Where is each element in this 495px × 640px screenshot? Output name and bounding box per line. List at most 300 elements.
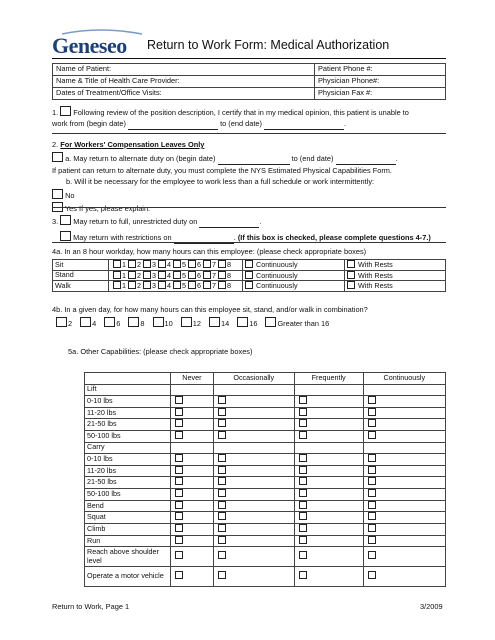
caps-cell [171,488,214,500]
combination-checkbox[interactable] [237,317,248,327]
hour-checkbox[interactable] [173,260,181,268]
divider [52,242,446,243]
caps-cell [213,500,294,512]
continuously-option [243,281,345,292]
caps-cell [213,465,294,477]
capability-checkbox[interactable] [299,454,307,462]
capability-checkbox[interactable] [299,571,307,579]
caps-cell [294,396,363,408]
caps-row [85,465,446,477]
continuously-label: Continuously [256,281,298,291]
section-1-number: 1. [52,108,59,117]
caps-row [85,454,446,466]
continuously-label: Continuously [256,260,298,269]
capability-checkbox[interactable] [218,396,226,404]
footer-date: 3/2009 [420,602,443,611]
caps-cell [363,396,445,408]
capability-checkbox[interactable] [368,551,376,559]
continuously-checkbox[interactable] [245,281,253,289]
capability-checkbox[interactable] [368,501,376,509]
no-checkbox[interactable] [52,189,63,199]
caps-row-label: Squat [85,512,171,524]
hour-label: 3 [152,260,156,269]
hour-label: 3 [152,270,156,280]
capability-checkbox[interactable] [299,501,307,509]
activity-label: Sit [53,260,109,271]
continuously-option [243,260,345,271]
with-rests-label: With Rests [358,260,393,269]
caps-cell [213,488,294,500]
hour-checkbox[interactable] [218,281,226,289]
combination-label: 4 [92,319,97,328]
hour-label: 8 [227,281,231,291]
divider [52,207,446,208]
hour-label: 8 [227,260,231,269]
caps-cell [213,512,294,524]
combination-checkbox[interactable] [153,317,164,327]
combination-option [181,319,201,328]
capability-checkbox[interactable] [175,419,183,427]
combination-option [128,319,144,328]
capability-checkbox[interactable] [175,489,183,497]
hour-label: 5 [182,281,186,291]
capability-checkbox[interactable] [368,419,376,427]
combination-option [153,319,173,328]
hour-label: 7 [212,270,216,280]
section-1-begin-label: work from (begin date) [52,118,126,128]
combination-checkbox[interactable] [265,317,276,327]
caps-row-label: 0-10 lbs [85,454,171,466]
caps-cell [171,407,214,419]
hour-label: 1 [122,281,126,291]
logo: Geneseo [52,33,127,58]
hour-label: 6 [197,270,201,280]
hour-checkbox[interactable] [173,271,181,279]
hour-checkbox[interactable] [203,281,211,289]
caps-cell [171,477,214,489]
caps-cell [213,547,294,567]
caps-row-label: Run [85,535,171,547]
caps-cell [294,384,363,396]
caps-row-label: 21-50 lbs [85,477,171,489]
section-3-number: 3. [52,217,59,226]
capability-checkbox[interactable] [175,396,183,404]
capability-checkbox[interactable] [218,501,226,509]
capability-checkbox[interactable] [175,466,183,474]
caps-cell [171,547,214,567]
capability-checkbox[interactable] [218,571,226,579]
alt-begin-date-field[interactable] [218,155,290,165]
hour-label: 2 [137,260,141,269]
combination-label: Greater than 16 [277,319,330,328]
hour-checkbox[interactable] [143,271,151,279]
info-label-left[interactable]: Dates of Treatment/Office Visits: [53,87,315,99]
caps-row-label: 11-20 lbs [85,465,171,477]
info-label-right[interactable]: Patient Phone #: [315,64,446,76]
capability-checkbox[interactable] [218,419,226,427]
full-duty-date-field[interactable] [199,218,259,228]
footer-page: Return to Work, Page 1 [52,602,130,611]
caps-cell [294,407,363,419]
alt-end-label: to (end date) [291,153,334,163]
section-1: 1. Following review of the position description, I certify that in my medical opinion, this patient is unable to work from (begin date) to (end date) . [52,108,409,128]
caps-row-label: 0-10 lbs [85,396,171,408]
hour-label: 6 [197,281,201,291]
caps-cell [294,465,363,477]
with-rests-checkbox[interactable] [347,281,355,289]
capability-checkbox[interactable] [175,536,183,544]
caps-cell [294,523,363,535]
info-label-left[interactable]: Name of Patient: [53,64,315,76]
capability-checkbox[interactable] [175,431,183,439]
with-rests-option [345,281,446,292]
hour-checkbox[interactable] [143,281,151,289]
capability-checkbox[interactable] [175,477,183,485]
continuously-checkbox[interactable] [245,271,253,279]
caps-row [85,430,446,442]
caps-cell [294,442,363,454]
combination-checkbox[interactable] [209,317,220,327]
caps-cell [213,523,294,535]
hour-label: 4 [167,281,171,291]
combination-label: 2 [68,319,73,328]
capability-checkbox[interactable] [368,489,376,497]
combination-label: 14 [220,319,230,328]
caps-cell [213,567,294,587]
capability-checkbox[interactable] [175,551,183,559]
combination-label: 8 [140,319,145,328]
caps-row-label: Climb [85,523,171,535]
capability-checkbox[interactable] [218,431,226,439]
capability-checkbox[interactable] [368,571,376,579]
full-duty-label: May return to full, unrestricted duty on [73,217,198,226]
capability-checkbox[interactable] [218,454,226,462]
caps-cell [363,523,445,535]
capability-checkbox[interactable] [368,536,376,544]
hour-checkbox[interactable] [218,260,226,268]
capability-checkbox[interactable] [299,466,307,474]
caps-cell [363,430,445,442]
caps-cell [363,488,445,500]
hour-label: 5 [182,260,186,269]
combination-label: 16 [249,319,258,328]
caps-row-label: Reach above shoulder level [85,547,171,567]
caps-row [85,512,446,524]
combination-checkbox[interactable] [128,317,139,327]
capability-checkbox[interactable] [218,512,226,520]
caps-cell [171,512,214,524]
capability-checkbox[interactable] [299,431,307,439]
capability-checkbox[interactable] [299,396,307,404]
hour-label: 1 [122,270,126,280]
caps-row [85,567,446,587]
caps-cell [213,396,294,408]
combination-option [56,319,72,328]
caps-cell [171,500,214,512]
hours-row [53,281,446,292]
caps-cell [171,523,214,535]
capability-checkbox[interactable] [175,524,183,532]
with-rests-option [345,270,446,281]
caps-corner [85,373,171,385]
caps-cell [213,454,294,466]
hours-table [52,259,446,292]
caps-row [85,396,446,408]
capability-checkbox[interactable] [218,489,226,497]
combination-options [56,317,337,329]
caps-cell [171,454,214,466]
caps-row [85,488,446,500]
hour-checkbox[interactable] [188,271,196,279]
caps-cell [363,407,445,419]
section-1-text: Following review of the position description, I certify that in my medical opinion, this patient is unable to [73,108,409,117]
alternate-duty-note: If patient can return to alternate duty, you must complete the NYS Estimated Physical Capabilities Form. [52,165,392,175]
hour-checkbox[interactable] [203,260,211,268]
caps-cell [363,419,445,431]
capability-checkbox[interactable] [218,551,226,559]
hour-label: 1 [122,260,126,269]
question-4b: 4b. In a given day, for how many hours can this employee sit, stand, and/or walk in combination? [52,305,368,314]
caps-row-label: 50-100 lbs [85,430,171,442]
caps-column-header: Frequently [294,373,363,385]
caps-cell [294,567,363,587]
hour-checkbox[interactable] [158,281,166,289]
capabilities-table [84,372,446,587]
activity-label: Walk [53,281,109,292]
hour-label: 6 [197,260,201,269]
hour-checkbox[interactable] [128,271,136,279]
caps-cell [171,442,214,454]
capability-checkbox[interactable] [299,419,307,427]
combination-checkbox[interactable] [181,317,192,327]
hour-checkbox[interactable] [188,281,196,289]
capability-checkbox[interactable] [368,431,376,439]
section-2-heading: For Workers' Compensation Leaves Only [60,140,205,149]
caps-cell [363,535,445,547]
caps-row [85,407,446,419]
section-1-end-label: to (end date) [220,118,262,128]
caps-row [85,535,446,547]
caps-cell [363,500,445,512]
capability-checkbox[interactable] [368,396,376,404]
combination-option [209,319,229,328]
caps-cell [294,500,363,512]
hour-label: 4 [167,270,171,280]
caps-cell [213,430,294,442]
capability-checkbox[interactable] [368,524,376,532]
hour-label: 7 [212,260,216,269]
schedule-question: b. Will it be necessary for the employee to work less than a full schedule or work intermittently: [66,176,375,186]
with-rests-option [345,260,446,271]
capability-checkbox[interactable] [218,536,226,544]
caps-cell [294,535,363,547]
caps-row [85,419,446,431]
hour-label: 7 [212,281,216,291]
caps-cell [171,535,214,547]
hour-checkbox[interactable] [143,260,151,268]
combination-checkbox[interactable] [56,317,67,327]
restrictions-label: May return with restrictions on [73,232,172,242]
hour-label: 2 [137,281,141,291]
with-rests-label: With Rests [358,270,393,280]
info-row [53,75,446,87]
info-label-right[interactable]: Physician Phone#: [315,75,446,87]
hour-checkbox[interactable] [113,281,121,289]
capability-checkbox[interactable] [175,501,183,509]
caps-row [85,523,446,535]
with-rests-checkbox[interactable] [347,271,355,279]
hour-checkbox[interactable] [158,271,166,279]
restrictions-checkbox[interactable] [60,231,71,241]
restrictions-note: (If this box is checked, please complete questions 4-7.) [237,232,431,242]
hour-checkbox[interactable] [128,281,136,289]
caps-cell [363,512,445,524]
caps-cell [363,567,445,587]
hours-row [53,270,446,281]
hour-checkbox[interactable] [113,260,121,268]
hours-options [109,270,243,281]
caps-row-label: Operate a motor vehicle [85,567,171,587]
caps-cell [294,512,363,524]
continuously-option [243,270,345,281]
hours-options [109,260,243,271]
hour-checkbox[interactable] [203,271,211,279]
capability-checkbox[interactable] [299,512,307,520]
hour-checkbox[interactable] [128,260,136,268]
capability-checkbox[interactable] [299,489,307,497]
caps-column-header: Continuously [363,373,445,385]
capability-checkbox[interactable] [299,408,307,416]
caps-cell [171,419,214,431]
capability-checkbox[interactable] [368,466,376,474]
section-2: 2. For Workers' Compensation Leaves Only a. May return to alternate duty on (begin date) to (end date) . If patient can return to alternate duty, you must complete the NYS Estimated Physical Capabilities Form. b. Will it be necessary for the employee to work less than a full schedule or work intermittently: No Yes If yes, please explain: [52,141,446,214]
hour-label: 8 [227,270,231,280]
caps-cell [171,396,214,408]
caps-cell [213,419,294,431]
capability-checkbox[interactable] [175,408,183,416]
info-label-right[interactable]: Physician Fax #: [315,87,446,99]
with-rests-label: With Rests [358,281,393,291]
capability-checkbox[interactable] [218,408,226,416]
caps-row [85,384,446,396]
hour-checkbox[interactable] [173,281,181,289]
capability-checkbox[interactable] [299,524,307,532]
capability-checkbox[interactable] [299,536,307,544]
capability-checkbox[interactable] [218,524,226,532]
hour-checkbox[interactable] [188,260,196,268]
header-rule [52,58,446,59]
caps-row-label: 11-20 lbs [85,407,171,419]
caps-column-header: Occasionally [213,373,294,385]
continuously-checkbox[interactable] [245,260,253,268]
combination-option [80,319,96,328]
caps-cell [363,547,445,567]
caps-cell [363,442,445,454]
patient-info-table [52,63,446,100]
capability-checkbox[interactable] [218,466,226,474]
caps-row-label: 50-100 lbs [85,488,171,500]
capability-checkbox[interactable] [175,571,183,579]
question-5a: 5a. Other Capabilities: (please check appropriate boxes) [68,347,253,356]
info-row [53,87,446,99]
section-2-number: 2. [52,140,59,149]
caps-cell [213,477,294,489]
caps-cell [363,477,445,489]
continuously-label: Continuously [256,270,298,280]
hour-label: 2 [137,270,141,280]
yes-label: Yes If yes, please explain: [64,204,151,214]
begin-date-field[interactable] [128,120,218,130]
section-1-checkbox[interactable] [60,106,71,116]
caps-cell [171,430,214,442]
capability-checkbox[interactable] [368,477,376,485]
capability-checkbox[interactable] [175,454,183,462]
caps-cell [213,384,294,396]
caps-row [85,500,446,512]
caps-cell [213,535,294,547]
caps-cell [363,384,445,396]
hour-label: 5 [182,270,186,280]
divider [52,133,446,134]
hour-checkbox[interactable] [113,271,121,279]
combination-checkbox[interactable] [80,317,91,327]
caps-row [85,477,446,489]
capability-checkbox[interactable] [218,477,226,485]
caps-cell [294,430,363,442]
caps-cell [294,454,363,466]
hours-row [53,260,446,271]
capability-checkbox[interactable] [368,454,376,462]
caps-cell [213,442,294,454]
page-title: Return to Work Form: Medical Authorization [147,38,390,52]
end-date-field[interactable] [264,120,344,130]
caps-cell [294,477,363,489]
activity-label: Stand [53,270,109,281]
capability-checkbox[interactable] [368,408,376,416]
with-rests-checkbox[interactable] [347,260,355,268]
alternate-duty-checkbox[interactable] [52,152,63,162]
no-label: No [65,190,75,200]
capability-checkbox[interactable] [175,512,183,520]
alt-end-date-field[interactable] [336,155,396,165]
combination-option [237,319,257,328]
caps-cell [294,488,363,500]
caps-cell [213,407,294,419]
combination-label: 12 [192,319,201,328]
capability-checkbox[interactable] [299,551,307,559]
combination-label: 10 [164,319,173,328]
info-label-left[interactable]: Name & Title of Health Care Provider: [53,75,315,87]
caps-cell [171,465,214,477]
combination-option [104,319,120,328]
caps-cell [363,454,445,466]
capability-checkbox[interactable] [299,477,307,485]
question-4a: 4a. In an 8 hour workday, how many hours can this employee: (please check appropriate boxes) [52,247,367,256]
caps-cell [363,465,445,477]
section-3: 3. May return to full, unrestricted duty on . May return with restrictions on . (If this box is checked, please complete questions 4-7.) [52,217,431,242]
combination-checkbox[interactable] [104,317,115,327]
caps-row [85,547,446,567]
hour-checkbox[interactable] [218,271,226,279]
hour-checkbox[interactable] [158,260,166,268]
capability-checkbox[interactable] [368,512,376,520]
full-duty-checkbox[interactable] [60,215,71,225]
caps-cell [294,547,363,567]
combination-option [265,319,329,328]
caps-row [85,442,446,454]
info-row [53,64,446,76]
caps-row-label: Bend [85,500,171,512]
